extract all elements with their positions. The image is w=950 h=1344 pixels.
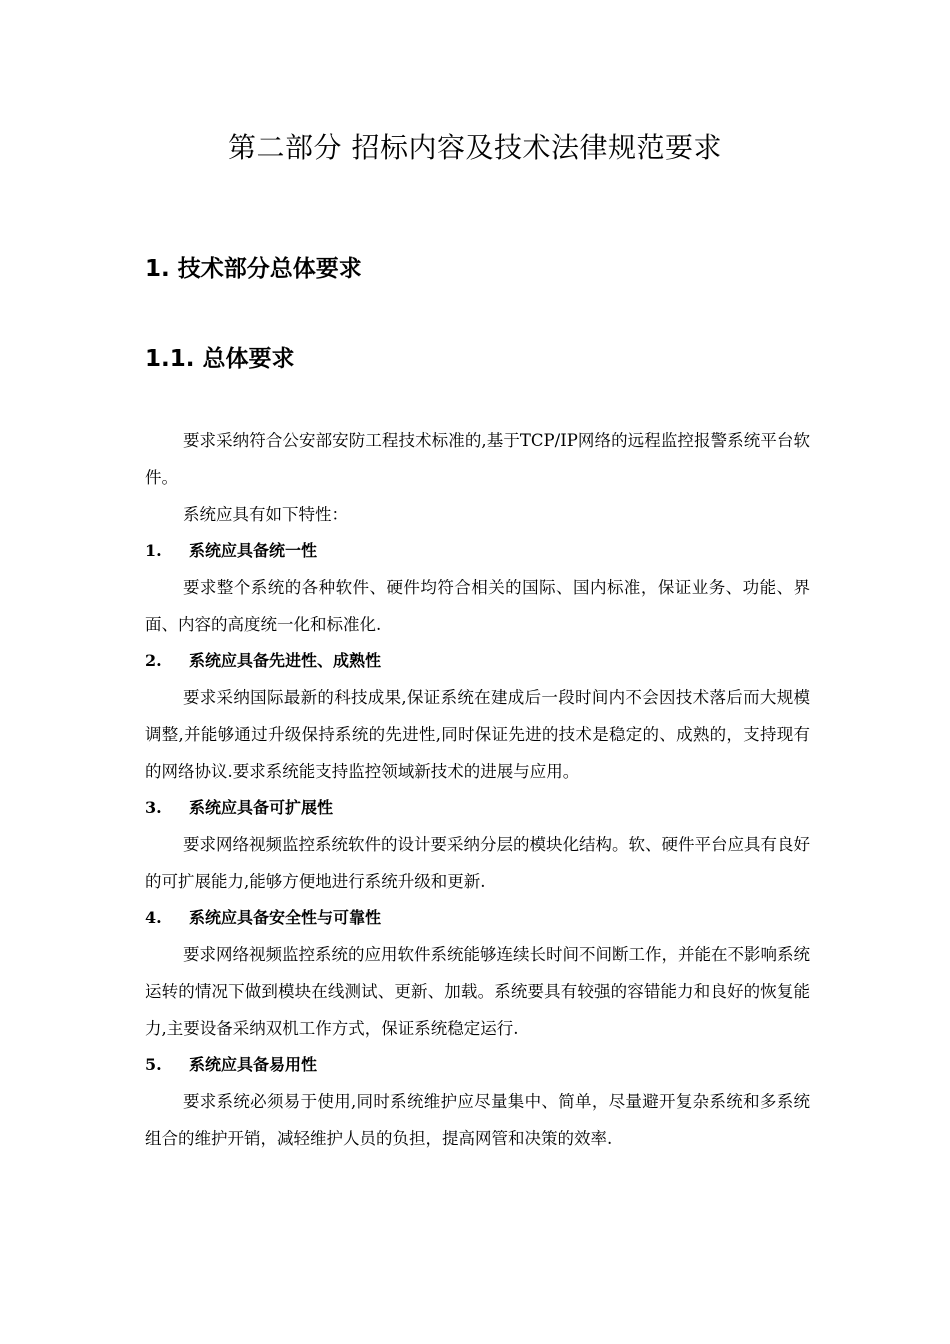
intro-paragraph: 要求采纳符合公安部安防工程技术标准的,基于TCP/IP网络的远程监控报警系统平台软件。 <box>145 431 810 487</box>
item-paragraph: 要求网络视频监控系统的应用软件系统能够连续长时间不间断工作，并能在不影响系统运转的情况下做到模块在线测试、更新、加载。系统要具有较强的容错能力和良好的恢复能力,主要设备采纳双机工作方式，保证系统稳定运行. <box>145 945 810 1038</box>
item-heading-text: 系统应具备安全性与可靠性 <box>189 908 382 927</box>
section-heading: 1. 技术部分总体要求 <box>145 256 362 282</box>
item-heading <box>145 533 810 569</box>
item-heading-text: 系统应具备易用性 <box>189 1055 318 1074</box>
item-number: 2. <box>145 651 162 670</box>
item-number: 3. <box>145 798 162 817</box>
item-number: 5. <box>145 1055 162 1074</box>
document-body <box>145 422 810 1157</box>
item-paragraph: 要求整个系统的各种软件、硬件均符合相关的国际、国内标准，保证业务、功能、界面、内容的高度统一化和标准化. <box>145 578 810 634</box>
intro-paragraph: 系统应具有如下特性： <box>182 505 348 524</box>
item-paragraph: 要求采纳国际最新的科技成果,保证系统在建成后一段时间内不会因技术落后而大规模调整,并能够通过升级保持系统的先进性,同时保证先进的技术是稳定的、成熟的，支持现有的网络协议.要求系统能支持监控领域新技术的进展与应用。 <box>145 688 810 781</box>
item-heading <box>145 790 810 826</box>
item-heading-text: 系统应具备统一性 <box>189 541 318 560</box>
item-number: 1. <box>145 541 162 560</box>
item-heading-text: 系统应具备可扩展性 <box>189 798 334 817</box>
document-title: 第二部分 招标内容及技术法律规范要求 <box>228 131 722 164</box>
subsection-heading: 1.1. 总体要求 <box>145 346 295 372</box>
item-paragraph: 要求系统必须易于使用,同时系统维护应尽量集中、简单，尽量避开复杂系统和多系统组合的维护开销，减轻维护人员的负担，提高网管和决策的效率. <box>145 1092 810 1148</box>
item-number: 4. <box>145 908 162 927</box>
item-paragraph: 要求网络视频监控系统软件的设计要采纳分层的模块化结构。软、硬件平台应具有良好的可扩展能力,能够方便地进行系统升级和更新. <box>145 835 810 891</box>
item-heading <box>145 643 810 679</box>
item-heading <box>145 900 810 936</box>
item-heading <box>145 1047 810 1083</box>
item-heading-text: 系统应具备先进性、成熟性 <box>189 651 382 670</box>
